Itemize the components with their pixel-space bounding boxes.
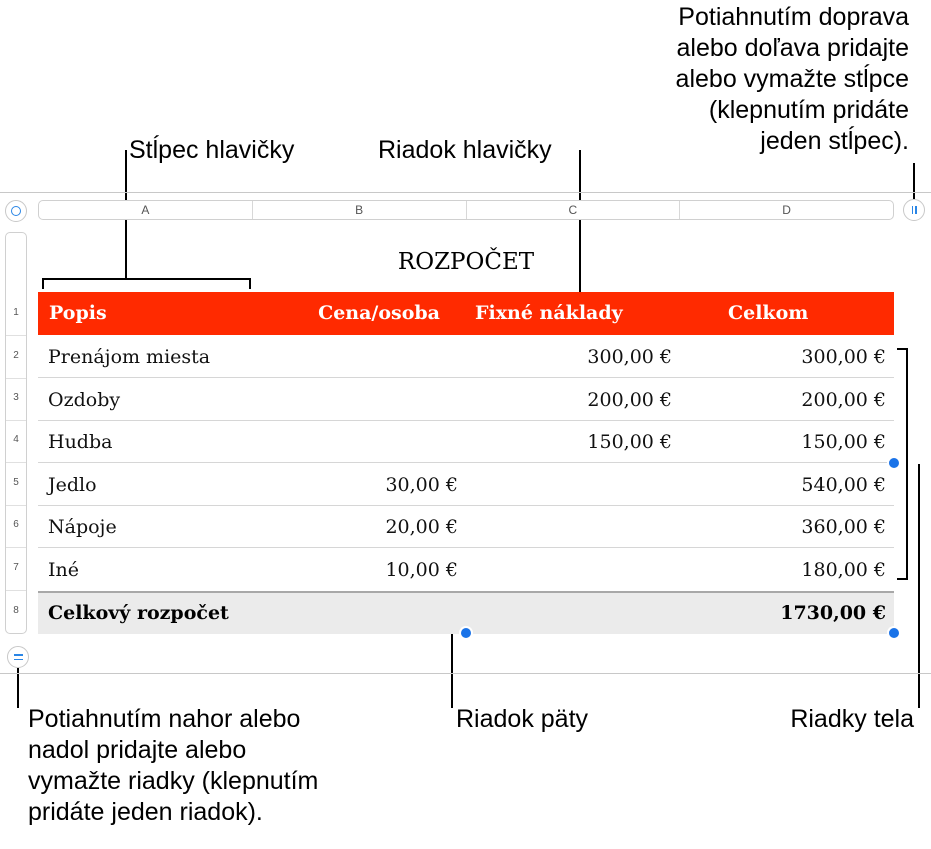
column-header-c[interactable]: C [467, 201, 681, 219]
cell-popis[interactable]: Hudba [48, 431, 113, 453]
bracket-header-column-right [249, 278, 251, 289]
column-header-a[interactable]: A [39, 201, 253, 219]
cell-popis[interactable]: Iné [48, 559, 79, 581]
header-cell-cena[interactable]: Cena/osoba [318, 302, 440, 324]
bracket-header-column-horizontal [42, 278, 251, 280]
leader-body-rows [918, 464, 920, 708]
callout-body-rows: Riadky tela [790, 705, 914, 733]
drag-handle-vertical-icon [912, 206, 917, 214]
row-header-divider [6, 462, 26, 463]
leader-columns-handle [913, 163, 915, 199]
row-header-divider [6, 590, 26, 591]
callout-rows-handle [28, 704, 318, 828]
cell-popis[interactable]: Prenájom miesta [48, 346, 211, 368]
bracket-body-rows-vertical [906, 348, 908, 580]
row-header-6[interactable]: 6 [13, 519, 19, 530]
header-cell-popis[interactable]: Popis [49, 302, 107, 324]
header-cell-fixne[interactable]: Fixné náklady [475, 302, 623, 324]
row-header-1[interactable]: 1 [13, 307, 19, 318]
row-header-5[interactable]: 5 [13, 477, 19, 488]
resize-handle-dot[interactable] [889, 628, 899, 638]
row-header-4[interactable]: 4 [13, 434, 19, 445]
row-header-8[interactable]: 8 [13, 605, 19, 616]
table-row[interactable] [38, 506, 894, 548]
callout-columns-handle [676, 2, 909, 157]
column-header-b[interactable]: B [253, 201, 467, 219]
row-header-divider [6, 335, 26, 336]
row-header-divider [6, 547, 26, 548]
header-cell-celkom[interactable]: Celkom [728, 302, 809, 324]
cell-fixne[interactable]: 300,00 € [587, 346, 672, 368]
table-row[interactable] [38, 379, 894, 421]
callout-columns-line-3: alebo vymažte stĺpce [675, 65, 909, 93]
cell-celkom[interactable]: 200,00 € [801, 389, 886, 411]
canvas-top-edge [0, 192, 931, 193]
footer-cell-label[interactable]: Celkový rozpočet [48, 602, 229, 624]
callout-rows-line-1: Potiahnutím nahor alebo [28, 705, 301, 733]
row-header-divider [6, 505, 26, 506]
cell-celkom[interactable]: 300,00 € [801, 346, 886, 368]
row-header-bar[interactable] [5, 232, 27, 634]
table-title: ROZPOČET [397, 249, 535, 275]
cell-celkom[interactable]: 180,00 € [801, 559, 886, 581]
column-header-bar[interactable] [38, 200, 894, 220]
callout-header-row: Riadok hlavičky [378, 136, 552, 164]
table-row[interactable] [38, 464, 894, 506]
row-header-3[interactable]: 3 [13, 392, 19, 403]
cell-fixne[interactable]: 150,00 € [587, 431, 672, 453]
cell-popis[interactable]: Nápoje [48, 516, 117, 538]
cell-popis[interactable]: Ozdoby [48, 389, 121, 411]
cell-cena[interactable]: 20,00 € [385, 516, 458, 538]
callout-columns-line-1: Potiahnutím doprava [678, 3, 909, 31]
cell-cena[interactable]: 30,00 € [385, 474, 458, 496]
footer-cell-total[interactable]: 1730,00 € [780, 602, 886, 624]
table-row[interactable] [38, 549, 894, 591]
table-row[interactable] [38, 336, 894, 378]
resize-handle-dot[interactable] [461, 628, 471, 638]
cell-fixne[interactable]: 200,00 € [587, 389, 672, 411]
column-resize-handle[interactable] [903, 199, 925, 221]
cell-popis[interactable]: Jedlo [48, 474, 97, 496]
cell-celkom[interactable]: 150,00 € [801, 431, 886, 453]
row-resize-handle[interactable] [7, 646, 29, 668]
callout-header-column: Stĺpec hlavičky [129, 136, 295, 164]
canvas-bottom-edge [0, 673, 931, 674]
row-header-divider [6, 378, 26, 379]
table-header-row[interactable] [38, 292, 894, 335]
leader-rows-handle [17, 668, 19, 708]
callout-columns-line-2: alebo doľava pridajte [676, 34, 909, 62]
row-header-2[interactable]: 2 [13, 350, 19, 361]
callout-rows-line-2: nadol pridajte alebo [28, 736, 247, 764]
circle-icon [11, 206, 21, 216]
bracket-header-column-left [42, 278, 44, 289]
callout-columns-line-4: (klepnutím pridáte [708, 96, 909, 124]
cell-celkom[interactable]: 540,00 € [801, 474, 886, 496]
callout-columns-line-5: jeden stĺpec). [760, 127, 909, 155]
column-header-d[interactable]: D [782, 203, 791, 217]
cell-celkom[interactable]: 360,00 € [801, 516, 886, 538]
callout-footer-row: Riadok päty [456, 705, 589, 733]
table-row[interactable] [38, 421, 894, 463]
leader-footer-row [451, 634, 453, 708]
resize-handle-dot[interactable] [889, 458, 899, 468]
cell-cena[interactable]: 10,00 € [385, 559, 458, 581]
row-header-7[interactable]: 7 [13, 562, 19, 573]
bracket-body-rows-bottom [897, 578, 908, 580]
select-table-button[interactable] [5, 200, 27, 222]
callout-rows-line-3: vymažte riadky (klepnutím [28, 767, 319, 795]
callout-rows-line-4: pridáte jeden riadok). [28, 798, 263, 826]
row-header-divider [6, 420, 26, 421]
drag-handle-horizontal-icon [14, 654, 23, 660]
